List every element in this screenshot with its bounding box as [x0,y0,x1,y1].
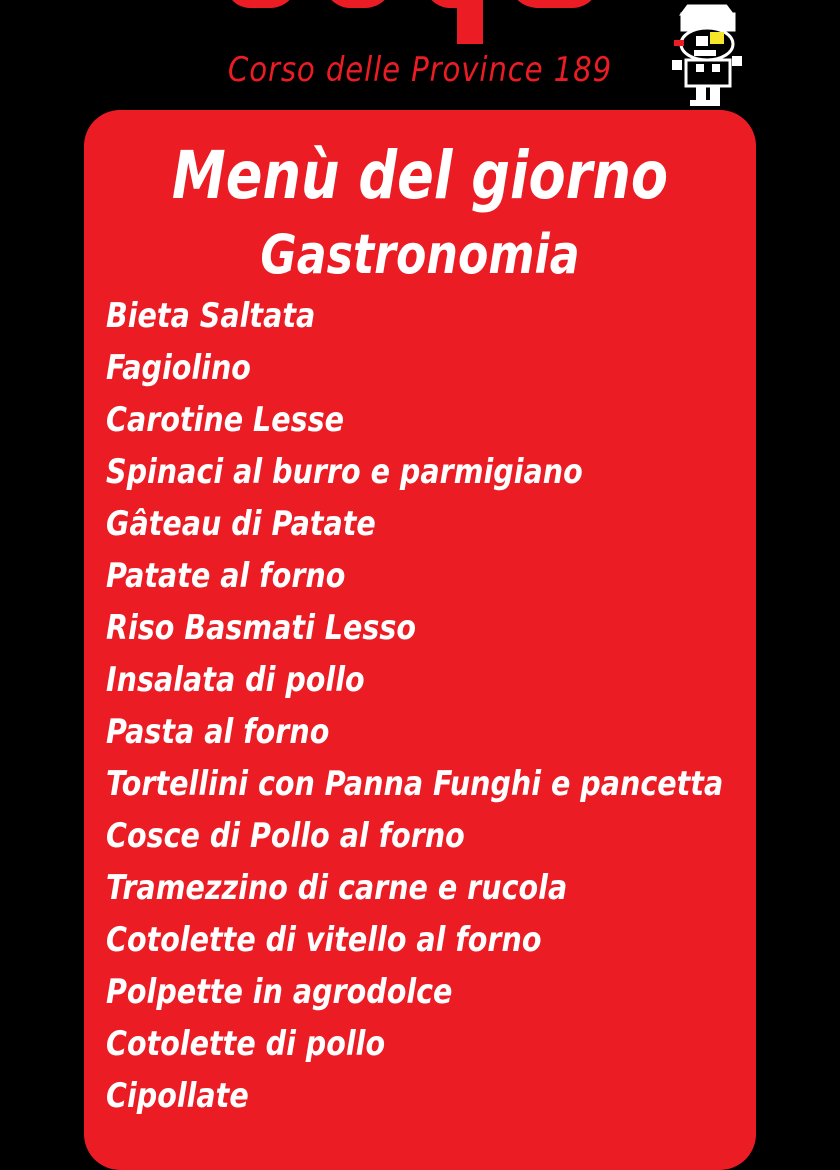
store-logo-icon [218,0,608,46]
menu-item: Polpette in agrodolce [106,972,453,1012]
menu-section-title: Gastronomia [260,223,580,286]
menu-item: Patate al forno [106,556,346,596]
menu-items-list [106,290,826,1122]
menu-item: Cotolette di pollo [106,1024,386,1064]
store-address: Corso delle Province 189 [227,50,613,90]
menu-item: Cotolette di vitello al forno [106,920,542,960]
menu-item: Riso Basmati Lesso [106,608,416,648]
chef-mascot-icon [660,0,754,110]
menu-title: Menù del giorno [171,137,669,214]
menu-item: Carotine Lesse [106,400,344,440]
menu-item: Spinaci al burro e parmigiano [106,452,583,492]
menu-item: Gâteau di Patate [106,504,376,544]
menu-item: Fagiolino [106,348,251,388]
menu-item: Bieta Saltata [106,296,316,336]
menu-item: Cosce di Pollo al forno [106,816,465,856]
menu-item: Cipollate [106,1076,249,1116]
menu-item: Tramezzino di carne e rucola [106,868,568,908]
menu-item: Tortellini con Panna Funghi e pancetta [106,764,724,804]
menu-item: Insalata di pollo [106,660,365,700]
menu-item: Pasta al forno [106,712,330,752]
